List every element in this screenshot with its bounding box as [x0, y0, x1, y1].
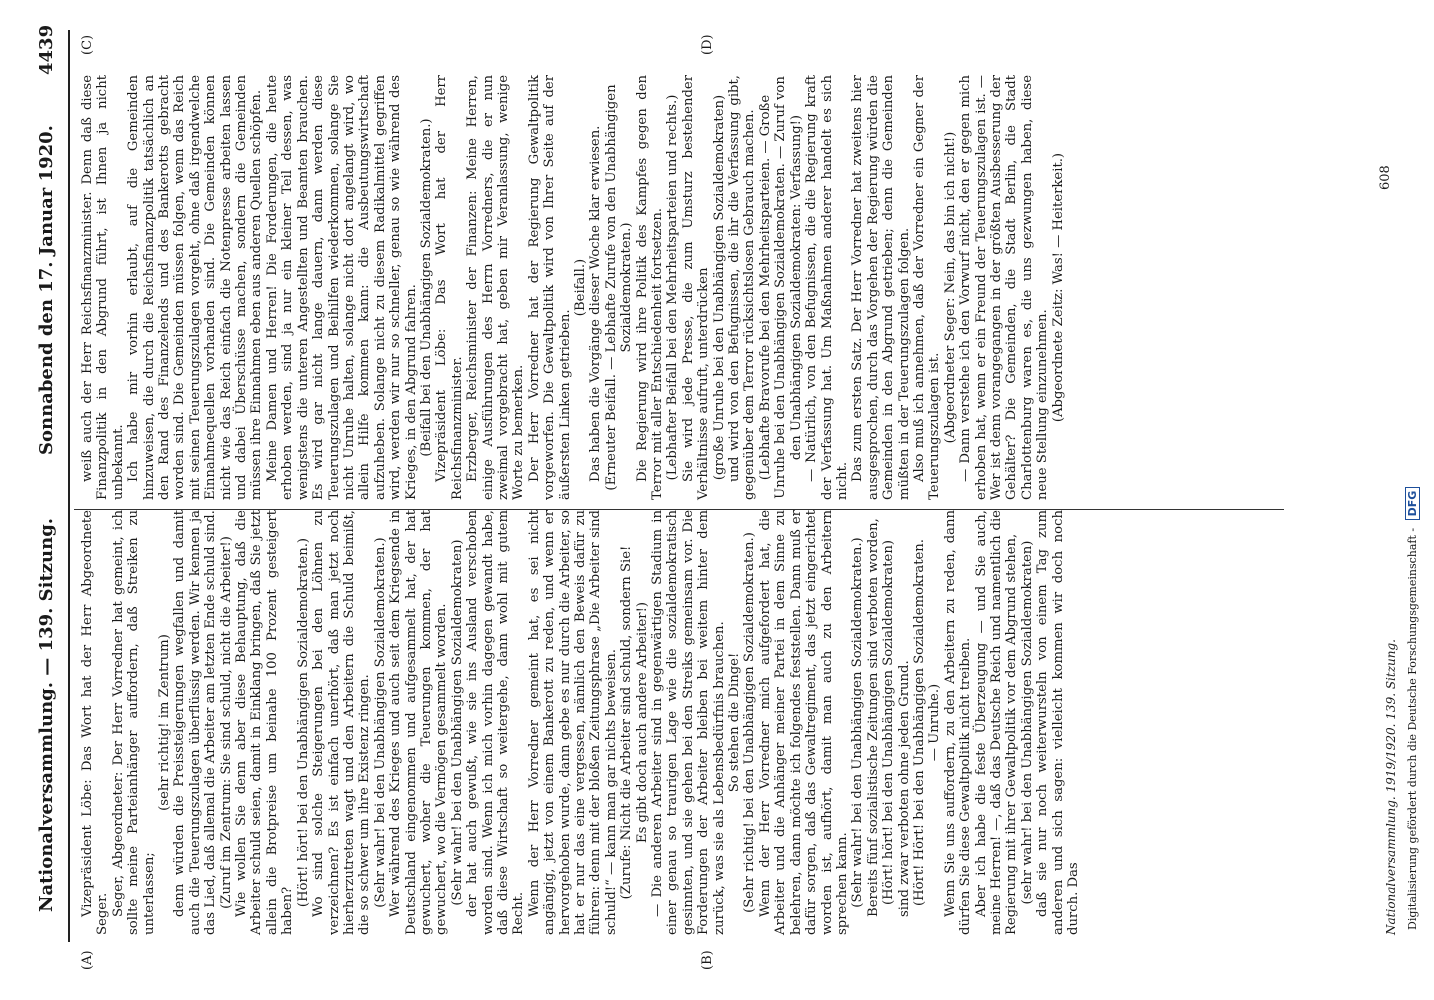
- paragraph: (Abgeordneter Seger: Nein, das bin ich nicht!): [942, 131, 958, 444]
- column-divider: [74, 509, 1284, 510]
- paragraph: Seger, Abgeordneter: Der Herr Vorredner hat gemeint, ich sollte meine Parteianhänger auffordern, daß Streiken zu unterlassen;: [110, 510, 157, 935]
- paragraph: (Sehr wahr! bei den Unabhängigen Sozialdemokraten.): [850, 537, 866, 908]
- paragraph: (Hört! Hört! bei den Unabhängigen Sozialdemokraten.: [911, 539, 927, 907]
- paragraph: — Unruhe.): [927, 683, 943, 762]
- paragraph: (Erneuter Beifall. — Lebhafte Zurufe von den Unabhängigen Sozialdemokraten.): [603, 84, 635, 491]
- running-header-right: Sonnabend den 17. Januar 1920.: [36, 125, 57, 455]
- paragraph: weiß auch der Herr Reichsfinanzminister. Denn daß diese Finanzpolitik in den Abgrund führt, ist Ihnen ja nicht unbekannt.: [80, 75, 126, 500]
- paragraph: — Dann verstehe ich den Vorwurf nicht, den er gegen mich erhoben hat, wenn er ein Freund der Teuerungszulagen ist. — Wer ist denn vorangegangen in der größten Ausbesserung der Gehälter? Die Gemeinden, die Stadt Berlin, die Stadt Charlottenburg waren es, die uns gezwungen haben, diese neue Stellung einzunehmen.: [958, 75, 1051, 500]
- footer-session-label: Nationalversammlung. 1919/1920. 139. Sitzung.: [1384, 639, 1398, 935]
- paragraph: Wie wollen Sie denn aber diese Behauptung, daß die Arbeiter schuld seien, damit in Einklang bringen, daß Sie jetzt allein die Brotpreise um beinahe 100 Prozent gesteigert haben?: [234, 510, 296, 935]
- paragraph: denn würden die Preissteigerungen wegfallen und damit auch die Teuerungszulagen überflüssig werden. Wir kennen ja das Lied, daß allemal die Arbeiter am letzten Ende schuld sind.: [172, 510, 219, 935]
- left-column: [80, 510, 1081, 935]
- paragraph: (Beifall.): [573, 258, 588, 317]
- margin-marker-a: (A): [80, 950, 95, 970]
- paragraph: Aber ich habe die feste Überzeugung — und Sie auch, meine Herren! —, daß das Deutsche Reich und namentlich die Regierung mit ihrer Gewaltpolitik vor dem Abgrund stehen,: [973, 510, 1020, 935]
- margin-marker-c: (C): [80, 34, 95, 55]
- page-column-number: 4439: [36, 24, 57, 75]
- paragraph: und wird von den Befugnissen, die ihr die Verfassung gibt, gegenüber dem Terror rücksichtslosen Gebrauch machen.: [727, 75, 758, 500]
- paragraph: (Hört! hört! bei den Unabhängigen Sozialdemokraten.): [295, 537, 311, 908]
- right-column: [80, 75, 1066, 500]
- paragraph: (große Unruhe bei den Unabhängigen Sozialdemokraten): [711, 94, 727, 481]
- paragraph: Es gibt doch auch andere Arbeiter!): [634, 601, 650, 844]
- paragraph: Erzberger, Reichsminister der Finanzen: Meine Herren, einige Ausführungen des Herrn Vorredners, die er nun zweimal vorgebracht hat, geben mir Veranlassung, wenige Worte zu bemerken.: [465, 75, 527, 500]
- paragraph: Das haben die Vorgänge dieser Woche klar erwiesen.: [588, 125, 604, 482]
- paragraph: (Beifall bei den Unabhängigen Sozialdemokraten.): [418, 118, 434, 457]
- margin-marker-d: (D): [700, 34, 715, 55]
- margin-marker-b: (B): [700, 950, 715, 970]
- paragraph: (Zuruf im Zentrum: Sie sind schuld, nicht die Arbeiter!): [218, 536, 234, 909]
- dfg-logo: DFG: [1405, 487, 1420, 521]
- paragraph: Meine Damen und Herren! Die Forderungen, die heute erhoben werden, sind ja nur ein kleiner Teil dessen, was wenigstens die unteren Angestellten und Beamten brauchen. Es wird gar nicht lange dauern, dann werden diese Teuerungszulagen und Beihilfen wiederkommen, solange Sie nicht Unruhe halten, solange nicht dort angelangt wird, wo allein Hilfe kommen kann: die Ausbeutungswirtschaft aufzuheben. Solange nicht zu diesem Radikalmittel gegriffen wird, werden wir nur so schneller, genau so wie während des Krieges, in den Abgrund fahren.: [264, 75, 419, 500]
- paragraph: Die Regierung wird ihre Politik des Kampfes gegen den Terror mit aller Entschiedenheit fortsetzen.: [634, 75, 666, 500]
- paragraph: (Hört! hört! bei den Unabhängigen Sozialdemokraten): [881, 540, 897, 905]
- paragraph: Vizepräsident Löbe: Das Wort hat der Herr Reichsfinanzminister.: [434, 75, 465, 500]
- digitization-credit: [1405, 487, 1420, 930]
- digitization-text: Digitalisierung gefördert durch die Deutsche Forschungsgemeinschaft -: [1406, 527, 1419, 930]
- paragraph: Wenn der Herr Vorredner gemeint hat, es sei nicht angängig, jetzt von einem Bankerott zu reden, und wenn er hervorgehoben wurde, dann gebe es nur durch die Arbeiter, so hat er nur das eine vergessen, nämlich den Beweis dafür zu führen: denn mit der bloßen Zeitungsphrase „Die Arbeiter sind schuld!“ — kann man gar nichts beweisen.: [526, 510, 619, 935]
- paragraph: Der Herr Vorredner hat der Regierung Gewaltpolitik vorgeworfen. Die Gewaltpolitik wird von Ihrer Seite auf der äußersten Linken getrieben.: [526, 75, 573, 500]
- paragraph: Das zum ersten Satz. Der Herr Vorredner hat zweitens hier ausgesprochen, durch das Vorgehen der Regierung würden die Gemeinden in den Abgrund getrieben; denn die Gemeinden müßten in der Teuerungszulagen folgen.: [850, 75, 912, 500]
- running-header-left: Nationalversammlung. — 139. Sitzung.: [36, 517, 57, 912]
- paragraph: (sehr richtig! im Zentrum): [157, 634, 173, 811]
- footer-page-number: 608: [1378, 165, 1393, 190]
- paragraph: (Lebhafter Beifall bei den Mehrheitsparteien und rechts.): [665, 94, 681, 481]
- paragraph: (Zurufe: Nicht die Arbeiter sind schuld, sondern Sie!: [619, 545, 635, 900]
- paragraph: — Die anderen Arbeiter sind in gegenwärtigen Stadium in einer genau so traurigen Lage wie die sozialdemokratisch gesinnten, und sie gehen bei den Streiks gemeinsam vor. Die Forderungen der Arbeiter bleiben bei weitem hinter dem zurück, was sie als Lebensbedürfnis brauchen.: [650, 510, 727, 935]
- paragraph: (Sehr richtig! bei den Unabhängigen Sozialdemokraten.): [742, 532, 758, 913]
- header-rule: [68, 30, 70, 942]
- paragraph: Sie wird jede Presse, die zum Umsturz bestehender Verhältnisse aufruft, unterdrücken: [680, 75, 712, 500]
- paragraph: (Abgeordnete Zeitz: Was! — Heiterkeit.): [1050, 152, 1066, 423]
- paragraph: Wenn der Herr Vorredner mich aufgefordert hat, die Arbeiter und die Anhänger meiner Partei in dem Sinne zu belehren, dann möchte ich folgendes feststellen. Dann muß er dafür sorgen, daß das Gewaltregiment, das jetzt eingerichtet worden ist, aufhört, damit man auch zu den Arbeitern sprechen kann.: [757, 510, 850, 935]
- paragraph: (Sehr wahr! bei den Unabhängigen Sozialdemokraten): [449, 539, 465, 906]
- paragraph: (sehr wahr! bei den Unabhängigen Sozialdemokraten): [1019, 540, 1035, 905]
- paragraph: daß sie nur noch weiterwursteln von einem Tag zum anderen und sich sagen: vielleicht kommen wir doch noch durch. Das: [1035, 510, 1081, 935]
- paragraph: — Natürlich, von den Befugnissen, die die Regierung kraft der Verfassung hat. Um Maßnahmen anderer handelt es sich nicht.: [804, 75, 850, 500]
- paragraph: Wer während des Krieges und auch seit dem Kriegsende in Deutschland eingenommen und aufgesammelt hat, der hat gewuchert, woher die Teuerungen kommen, der hat gewuchert, wo die Vermögen gesammelt worden.: [388, 510, 450, 935]
- paragraph: Bereits fünf sozialistische Zeitungen sind verboten worden,: [865, 518, 881, 917]
- paragraph: der hat auch gewußt, wie sie ins Ausland verschoben worden sind. Wenn ich mich vorhin dagegen gewandt habe, daß diese Wirtschaft so weitergehe, dann wohl mit gutem Recht.: [465, 510, 527, 935]
- paragraph: (Sehr wahr! bei den Unabhängigen Sozialdemokraten.): [372, 537, 388, 908]
- paragraph: Wenn Sie uns auffordern, zu den Arbeitern zu reden, dann dürfen Sie diese Gewaltpolitik nicht treiben.: [942, 510, 974, 935]
- paragraph: (Lebhafte Bravorufe bei den Mehrheitsparteien. — Große Unruhe bei den Unabhängigen Sozialdemokraten. — Zuruf von den Unabhängigen Sozialdemokraten: Verfassung!): [757, 76, 804, 499]
- paragraph: Wo sind solche Steigerungen bei den Löhnen zu verzeichnen? Es ist einfach unerhört, daß man jetzt noch hierherzutreten wagt und den Arbeitern die Schuld beimißt, die so schwer um ihre Existenz ringen.: [311, 510, 373, 935]
- paragraph: Also muß ich annehmen, daß der Vorredner ein Gegner der Teuerungszulagen ist.: [911, 75, 943, 500]
- paragraph: Vizepräsident Löbe: Das Wort hat der Herr Abgeordnete Seger.: [80, 510, 111, 935]
- paragraph: sind zwar verboten ohne jeden Grund.: [896, 660, 912, 917]
- paragraph: Ich habe mir vorhin erlaubt, auf die Gemeinden hinzuweisen, die durch die Reichsfinanzpolitik tatsächlich an den Rand des Finanzelends und des Bankerotts gebracht worden sind. Die Gemeinden müssen folgen, wenn das Reich mit seinen Teuerungszulagen vorgeht, ohne daß irgendwelche Einnahmequellen vorhanden sind. Die Gemeinden können nicht wie das Reich einfach die Notenpresse arbeiten lassen und dabei Überschüsse machen, sondern die Gemeinden müssen ihre Einnahmen eben aus anderen Quellen schöpfen.: [126, 75, 265, 500]
- paragraph: So stehen die Dinge!: [727, 652, 743, 793]
